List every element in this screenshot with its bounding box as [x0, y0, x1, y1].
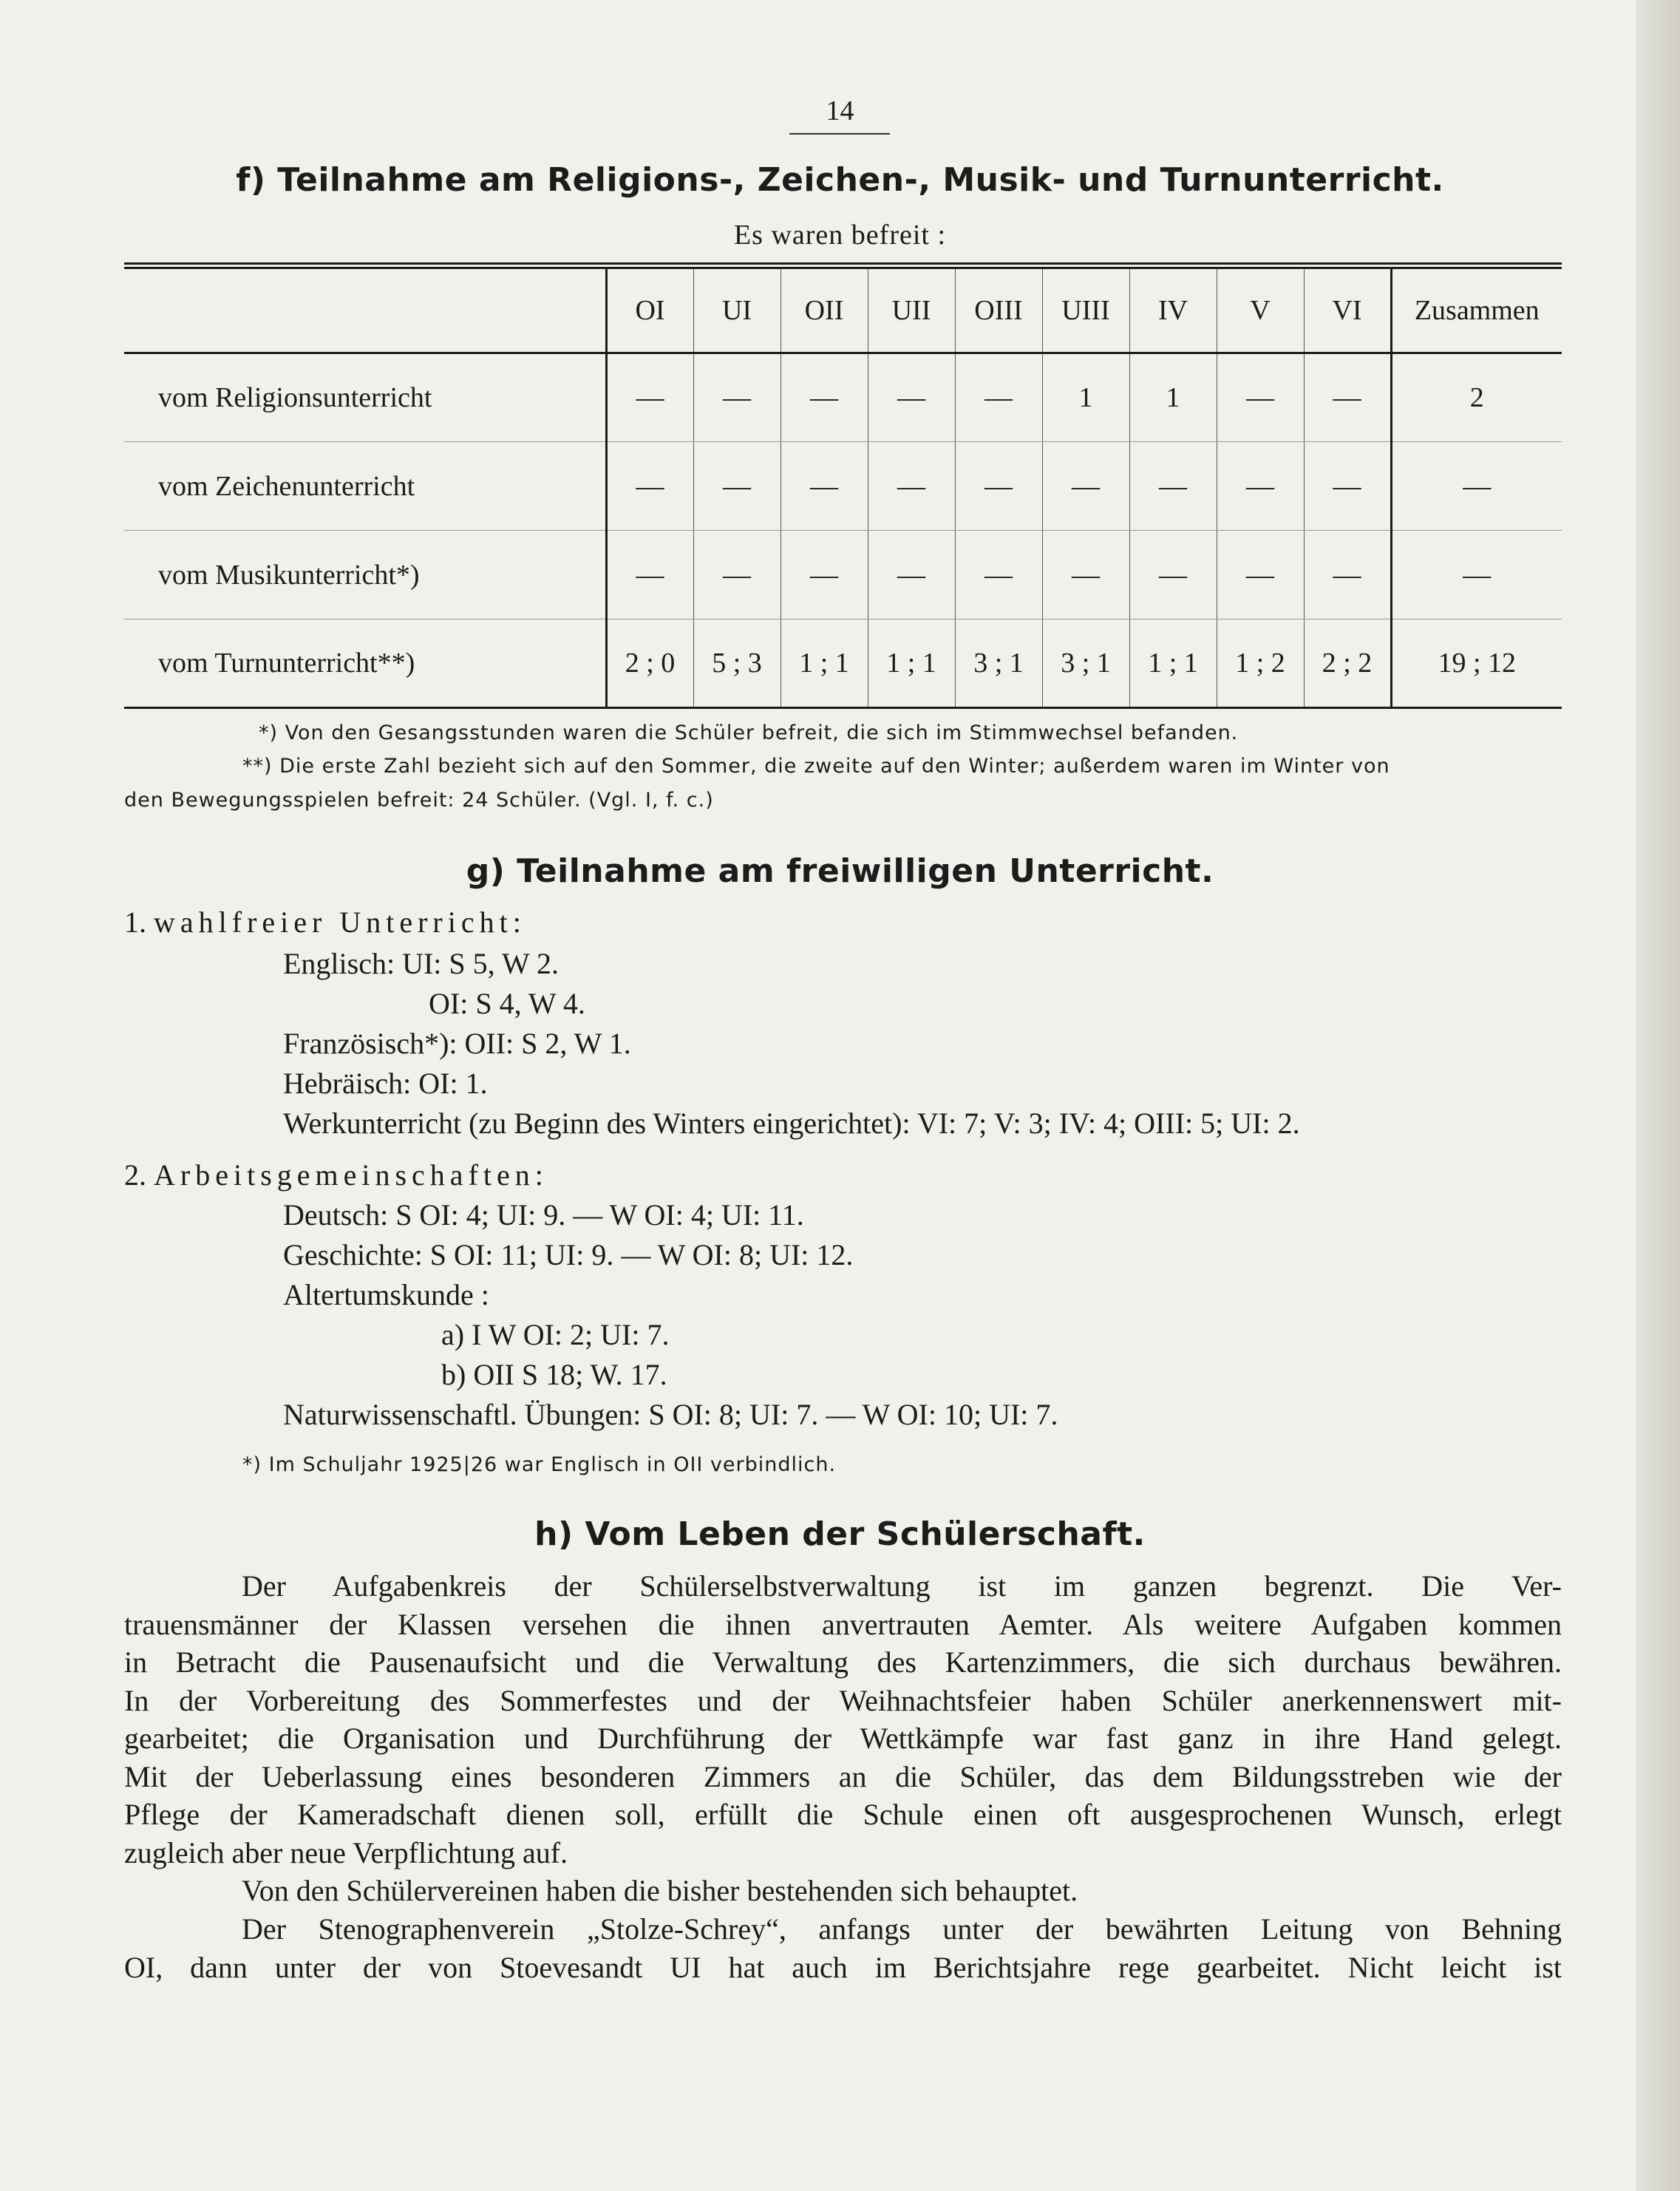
item-title: wahlfreier Unterricht:: [154, 906, 526, 939]
table-row: [124, 442, 1562, 531]
table-header-cell: V: [1217, 266, 1304, 353]
paragraph-line: Pflege der Kameradschaft dienen soll, erfüllt die Schule einen oft ausgesprochenen Wunsch, erlegt: [124, 1798, 1562, 1831]
row-label: vom Musikunterricht*): [124, 531, 606, 619]
paragraph-line: in Betracht die Pausenaufsicht und die Verwaltung des Kartenzimmers, die sich durchaus bewähren.: [124, 1645, 1562, 1679]
table-header-cell: UIII: [1042, 266, 1129, 353]
table-cell: —: [606, 353, 693, 442]
paragraph-line: trauensmänner der Klassen versehen die ihnen anvertrauten Aemter. Als weitere Aufgaben kommen: [124, 1607, 1562, 1641]
table-cell: 5 ; 3: [693, 619, 781, 708]
table-cell: —: [781, 353, 868, 442]
working-groups-item: [124, 1158, 548, 1192]
table-cell: —: [1217, 353, 1304, 442]
paragraph-line: In der Vorbereitung des Sommerfestes und der Weihnachtsfeier haben Schüler anerkennenswert mit-: [124, 1683, 1562, 1717]
group-antiquity-b: b) OII S 18; W. 17.: [441, 1358, 667, 1391]
paragraph-line: Der Stenographenverein „Stolze-Schrey“, anfangs unter der bewährten Leitung von Behning: [242, 1912, 1562, 1946]
table-header-row: [124, 266, 1562, 353]
table-cell: —: [1217, 531, 1304, 619]
table-cell-total: —: [1391, 531, 1562, 619]
group-german: Deutsch: S OI: 4; UI: 9. — W OI: 4; UI: 11.: [283, 1198, 804, 1232]
table-cell: —: [606, 531, 693, 619]
page-number-rule: [789, 133, 890, 135]
table-cell-total: 19 ; 12: [1391, 619, 1562, 708]
table-cell: 1 ; 1: [868, 619, 955, 708]
group-antiquity-a: a) I W OI: 2; UI: 7.: [441, 1318, 670, 1351]
table-cell: —: [1304, 531, 1391, 619]
table-cell: —: [606, 442, 693, 531]
footnote-english: *) Im Schuljahr 1925|26 war Englisch in OII verbindlich.: [242, 1453, 837, 1476]
course-hebrew: Hebräisch: OI: 1.: [283, 1067, 488, 1100]
paragraph-line: Von den Schülervereinen haben die bisher bestehenden sich behauptet.: [242, 1874, 1078, 1907]
section-f-subheading: Es waren befreit :: [733, 220, 947, 251]
table-row: [124, 531, 1562, 619]
table-cell: —: [868, 442, 955, 531]
table-cell: 1 ; 2: [1217, 619, 1304, 708]
table-cell: —: [1304, 442, 1391, 531]
group-history: Geschichte: S OI: 11; UI: 9. — W OI: 8; UI: 12.: [283, 1238, 854, 1271]
table-cell: 1 ; 1: [781, 619, 868, 708]
row-label: vom Zeichenunterricht: [124, 442, 606, 531]
table-cell: —: [1129, 442, 1217, 531]
item-number: 1.: [124, 906, 146, 939]
table-cell: —: [1129, 531, 1217, 619]
paragraph-line: Der Aufgabenkreis der Schülerselbstverwaltung ist im ganzen begrenzt. Die Ver-: [242, 1569, 1562, 1603]
group-science: Naturwissenschaftl. Übungen: S OI: 8; UI: 7. — W OI: 10; UI: 7.: [283, 1398, 1058, 1431]
table-row: [124, 619, 1562, 708]
section-f-heading: f) Teilnahme am Religions-, Zeichen-, Musik- und Turnunterricht.: [236, 161, 1444, 199]
table-cell: —: [693, 531, 781, 619]
table-header-cell: OIII: [955, 266, 1042, 353]
table-cell: —: [868, 353, 955, 442]
optional-courses-item: [124, 905, 526, 940]
section-g-heading: g) Teilnahme am freiwilligen Unterricht.: [466, 852, 1214, 890]
page-number: 14: [826, 95, 854, 126]
paragraph-line: gearbeitet; die Organisation und Durchführung der Wettkämpfe war fast ganz in ihre Hand gelegt.: [124, 1722, 1562, 1755]
table-cell: —: [955, 353, 1042, 442]
table-cell: 1: [1042, 353, 1129, 442]
row-label: vom Religionsunterricht: [124, 353, 606, 442]
exemption-table: [124, 262, 1562, 709]
footnote-gym-line2: den Bewegungsspielen befreit: 24 Schüler. (Vgl. I, f. c.): [124, 789, 714, 812]
table-header-blank: [124, 266, 606, 353]
table-cell-total: 2: [1391, 353, 1562, 442]
row-label: vom Turnunterricht**): [124, 619, 606, 708]
course-workshop: Werkunterricht (zu Beginn des Winters eingerichtet): VI: 7; V: 3; IV: 4; OIII: 5; UI: 2.: [283, 1107, 1300, 1140]
table-cell: —: [1217, 442, 1304, 531]
paragraph-student-clubs: [124, 1872, 1562, 1910]
table-cell: 2 ; 2: [1304, 619, 1391, 708]
table-cell: 1 ; 1: [1129, 619, 1217, 708]
course-french: Französisch*): OII: S 2, W 1.: [283, 1027, 631, 1060]
table-cell-total: —: [1391, 442, 1562, 531]
table-cell: 1: [1129, 353, 1217, 442]
table-cell: —: [955, 531, 1042, 619]
footnote-gym-line1: **) Die erste Zahl bezieht sich auf den Sommer, die zweite auf den Winter; außerdem waren im Winter von: [242, 755, 1390, 778]
footnote-music: *) Von den Gesangsstunden waren die Schüler befreit, die sich im Stimmwechsel befanden.: [259, 721, 1239, 744]
table-header-cell: OII: [781, 266, 868, 353]
group-antiquity: Altertumskunde :: [283, 1278, 489, 1311]
table-cell: 2 ; 0: [606, 619, 693, 708]
course-english-ui: Englisch: UI: S 5, W 2.: [283, 947, 559, 980]
paragraph-self-government: [124, 1567, 1562, 1872]
paragraph-line: OI, dann unter der von Stoevesandt UI hat auch im Berichtsjahre rege gearbeitet. Nicht leicht ist: [124, 1950, 1562, 1984]
paragraph-stenography: [124, 1910, 1562, 1986]
table-header-cell: Zusammen: [1391, 266, 1562, 353]
table-header-cell: UII: [868, 266, 955, 353]
item-title: Arbeitsgemeinschaften:: [154, 1158, 548, 1192]
table-cell: —: [781, 442, 868, 531]
table-cell: —: [693, 353, 781, 442]
table-cell: —: [868, 531, 955, 619]
table-cell: 3 ; 1: [955, 619, 1042, 708]
table-header-cell: UI: [693, 266, 781, 353]
table-header-cell: VI: [1304, 266, 1391, 353]
table-cell: —: [1304, 353, 1391, 442]
paragraph-line: Mit der Ueberlassung eines besonderen Zimmers an die Schüler, das dem Bildungsstreben wie der: [124, 1759, 1562, 1793]
table-cell: —: [1042, 531, 1129, 619]
table-row: [124, 353, 1562, 442]
table-cell: —: [1042, 442, 1129, 531]
page-edge-shadow: [1636, 0, 1680, 2191]
item-number: 2.: [124, 1158, 146, 1192]
section-h-heading: h) Vom Leben der Schülerschaft.: [534, 1515, 1146, 1553]
table-cell: —: [693, 442, 781, 531]
course-english-oi: OI: S 4, W 4.: [429, 987, 585, 1020]
table-header-cell: OI: [606, 266, 693, 353]
table-cell: —: [955, 442, 1042, 531]
table-header-cell: IV: [1129, 266, 1217, 353]
paragraph-line: zugleich aber neue Verpflichtung auf.: [124, 1835, 568, 1869]
table-cell: —: [781, 531, 868, 619]
table-cell: 3 ; 1: [1042, 619, 1129, 708]
